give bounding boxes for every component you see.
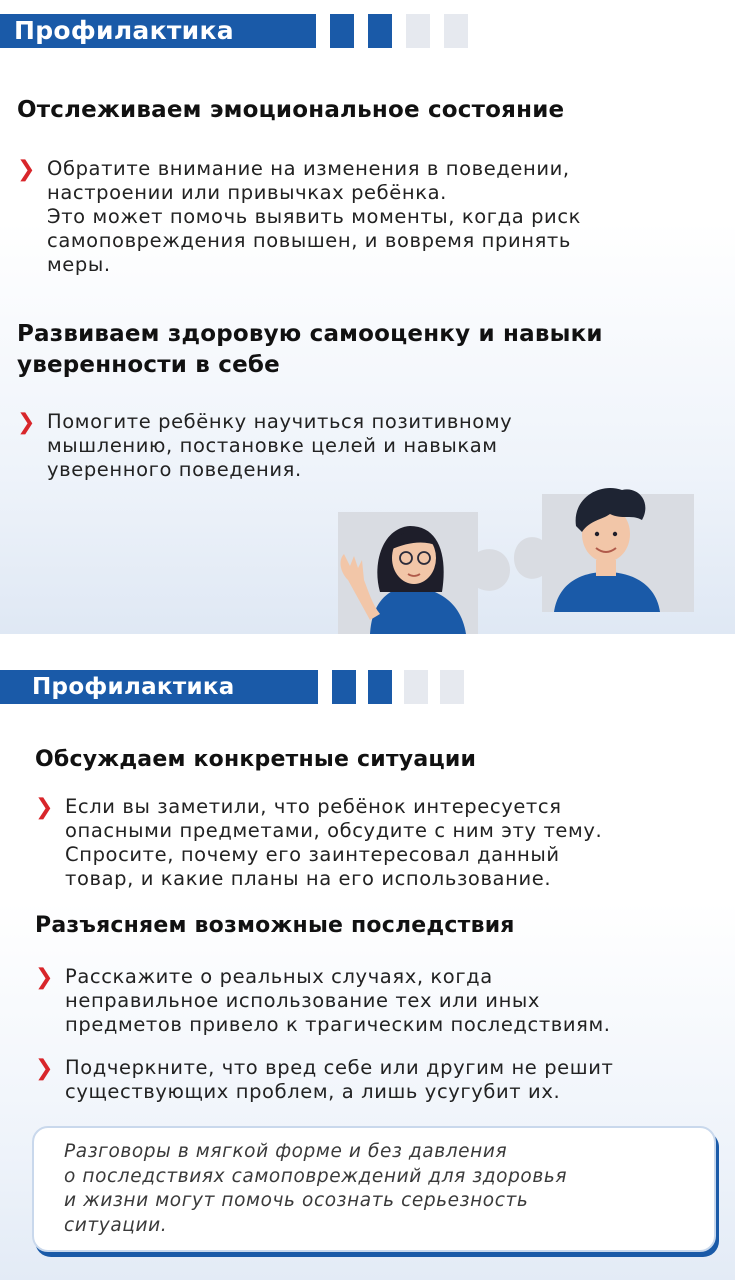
header-square-dark [368,14,392,48]
bullet-text: Помогите ребёнку научиться позитивному мышлению, постановке целей и навыкам уверенного поведения. [47,410,513,481]
section-header-label: Профилактика [14,16,234,45]
bullet-item [35,965,611,1037]
panel-divider [0,634,735,650]
bullet-text: Расскажите о реальных случаях, когда неправильное использование тех или иных предметов привело к трагическим последствиям. [65,965,611,1036]
chevron-right-icon: ❯ [35,795,54,820]
bullet-item [35,1056,613,1104]
bullet-text: Подчеркните, что вред себе или другим не решит существующих проблем, а лишь усугубит их. [65,1056,614,1103]
header-square-dark [330,14,354,48]
header-square-light [406,14,430,48]
infographic-panel-1 [0,0,735,634]
puzzle-people-illustration [310,480,730,634]
quote-text: Разговоры в мягкой форме и без давления о последствиях самоповреждений для здоровья и жизни могут помочь осознать серьезность ситуации. [64,1141,568,1236]
header-square-dark [368,670,392,704]
header-square-light [440,670,464,704]
section-header-label: Профилактика [32,674,235,700]
block-heading: Обсуждаем конкретные ситуации [35,747,477,772]
header-square-dark [332,670,356,704]
chevron-right-icon: ❯ [35,965,54,990]
bullet-text: Обратите внимание на изменения в поведении, настроении или привычках ребёнка. Это может помочь выявить моменты, когда риск самоповреждения повышен, и вовремя принять меры. [47,157,582,276]
chevron-right-icon: ❯ [17,157,36,182]
header-square-light [444,14,468,48]
block-heading: Отслеживаем эмоциональное состояние [17,97,565,123]
bullet-item [17,157,581,277]
block-heading: Развиваем здоровую самооценку и навыки уверенности в себе [17,321,603,378]
chevron-right-icon: ❯ [35,1056,54,1081]
bullet-item [35,795,602,891]
quote-callout [32,1126,716,1252]
chevron-right-icon: ❯ [17,410,36,435]
header-square-light [404,670,428,704]
bullet-item [17,410,512,482]
bullet-text: Если вы заметили, что ребёнок интересуется опасными предметами, обсудите с ним эту тему. Спросите, почему его заинтересовал данный товар, и какие планы на его использование. [65,795,603,890]
block-heading: Разъясняем возможные последствия [35,913,515,938]
